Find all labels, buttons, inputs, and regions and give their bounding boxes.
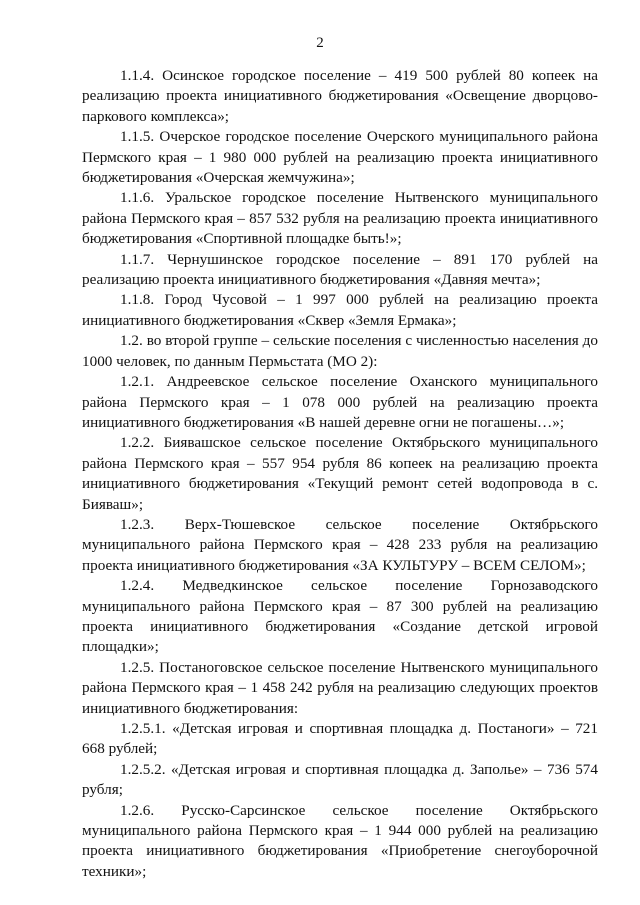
document-body [82, 66, 598, 882]
page-number: 2 [316, 35, 324, 51]
paragraph-1-2-3: 1.2.3. Верх-Тюшевское сельское поселение Октябрьского муниципального района Пермского края – 428 233 рубля на реализацию проекта инициативного бюджетирования «ЗА КУЛЬТУРУ – ВСЕМ СЕЛОМ»; [82, 515, 598, 574]
paragraph-1-2-5: 1.2.5. Постаноговское сельское поселение Нытвенского муниципального района Пермского края – 1 458 242 рубля на реализацию следующих проектов инициативного бюджетирования: [82, 658, 598, 717]
paragraph-1-1-4: 1.1.4. Осинское городское поселение – 419 500 рублей 80 копеек на реализацию проекта инициативного бюджетирования «Освещение дворцово-паркового комплекса»; [82, 67, 598, 125]
paragraph-1-1-7: 1.1.7. Чернушинское городское поселение – 891 170 рублей на реализацию проекта инициативного бюджетирования «Давняя мечта»; [82, 250, 598, 289]
paragraph-1-2-4: 1.2.4. Медведкинское сельское поселение Горнозаводского муниципального района Пермского края – 87 300 рублей на реализацию проекта инициативного бюджетирования «Создание детской игровой площадки»; [82, 577, 598, 656]
paragraph-1-2-6: 1.2.6. Русско-Сарсинское сельское поселение Октябрьского муниципального района Пермского края – 1 944 000 рублей на реализацию проекта инициативного бюджетирования «Приобретение снегоуборочной техники»; [82, 801, 598, 880]
paragraph-1-2: 1.2. во второй группе – сельские поселения с численностью населения до 1000 человек, по данным Пермьстата (МО 2): [82, 332, 598, 370]
paragraph-1-2-5-2: 1.2.5.2. «Детская игровая и спортивная площадка д. Заполье» – 736 574 рубля; [82, 760, 598, 799]
paragraph-1-2-1: 1.2.1. Андреевское сельское поселение Оханского муниципального района Пермского края – 1 078 000 рублей на реализацию проекта инициативного бюджетирования «В нашей деревне огни не погашены…»; [82, 373, 598, 431]
paragraph-1-1-6: 1.1.6. Уральское городское поселение Нытвенского муниципального района Пермского края – 857 532 рубля на реализацию проекта инициативного бюджетирования «Спортивной площадке быть!»; [82, 189, 598, 248]
paragraph-1-1-8: 1.1.8. Город Чусовой – 1 997 000 рублей на реализацию проекта инициативного бюджетирования «Сквер «Земля Ермака»; [82, 291, 598, 329]
paragraph-1-2-2: 1.2.2. Биявашское сельское поселение Октябрьского муниципального района Пермского края – 557 954 рубля 86 копеек на реализацию проекта инициативного бюджетирования «Текущий ремонт сетей водопровода в с. Бияваш»; [82, 434, 598, 513]
paragraph-1-1-5: 1.1.5. Очерское городское поселение Очерского муниципального района Пермского края – 1 980 000 рублей на реализацию проекта инициативного бюджетирования «Очерская жемчужина»; [82, 128, 598, 187]
paragraph-1-2-5-1: 1.2.5.1. «Детская игровая и спортивная площадка д. Постаноги» – 721 668 рублей; [82, 720, 598, 758]
